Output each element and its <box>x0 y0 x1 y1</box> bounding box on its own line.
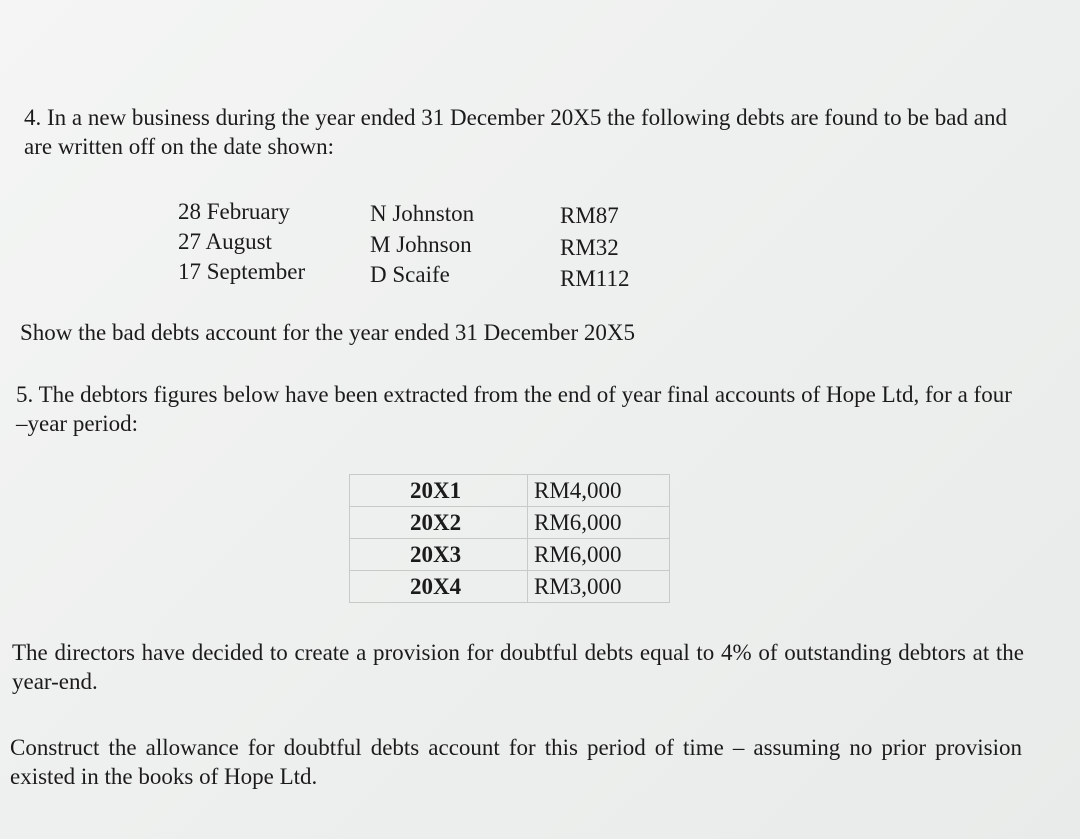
table-row <box>350 571 670 603</box>
table-row <box>350 475 670 507</box>
year-cell: 20X4 <box>350 571 528 603</box>
debt-date: 28 February <box>178 199 290 224</box>
debt-name: D Scaife <box>370 262 450 287</box>
year-cell: 20X1 <box>350 475 528 507</box>
debt-amount: RM112 <box>560 266 630 291</box>
question-4-text: 4. In a new business during the year ended 31 December 20X5 the following debts are found to be bad and are written off on the date shown: <box>24 105 1007 159</box>
debt-name: N Johnston <box>370 201 475 226</box>
table-row <box>350 539 670 571</box>
question-4-instruction: Show the bad debts account for the year ended 31 December 20X5 <box>20 320 636 345</box>
debt-date: 17 September <box>178 259 306 284</box>
construct-instruction: Construct the allowance for doubtful debts account for this period of time – assuming no prior provision existed in the books of Hope Ltd. <box>10 735 1022 789</box>
debtors-value-cell: RM4,000 <box>528 475 670 507</box>
debtors-value-cell: RM3,000 <box>528 571 670 603</box>
question-5-text: 5. The debtors figures below have been extracted from the end of year final accounts of Hope Ltd, for a four –year period: <box>16 382 1012 436</box>
debtors-value-cell: RM6,000 <box>528 507 670 539</box>
table-row <box>350 507 670 539</box>
debt-date: 27 August <box>178 229 272 254</box>
year-cell: 20X3 <box>350 539 528 571</box>
debt-name: M Johnson <box>370 232 472 257</box>
debt-amount: RM87 <box>560 203 619 228</box>
debtors-value-cell: RM6,000 <box>528 539 670 571</box>
directors-statement: The directors have decided to create a provision for doubtful debts equal to 4% of outstanding debtors at the year-end. <box>12 640 1024 694</box>
year-cell: 20X2 <box>350 507 528 539</box>
debt-amount: RM32 <box>560 235 619 260</box>
debtors-table <box>349 474 670 603</box>
